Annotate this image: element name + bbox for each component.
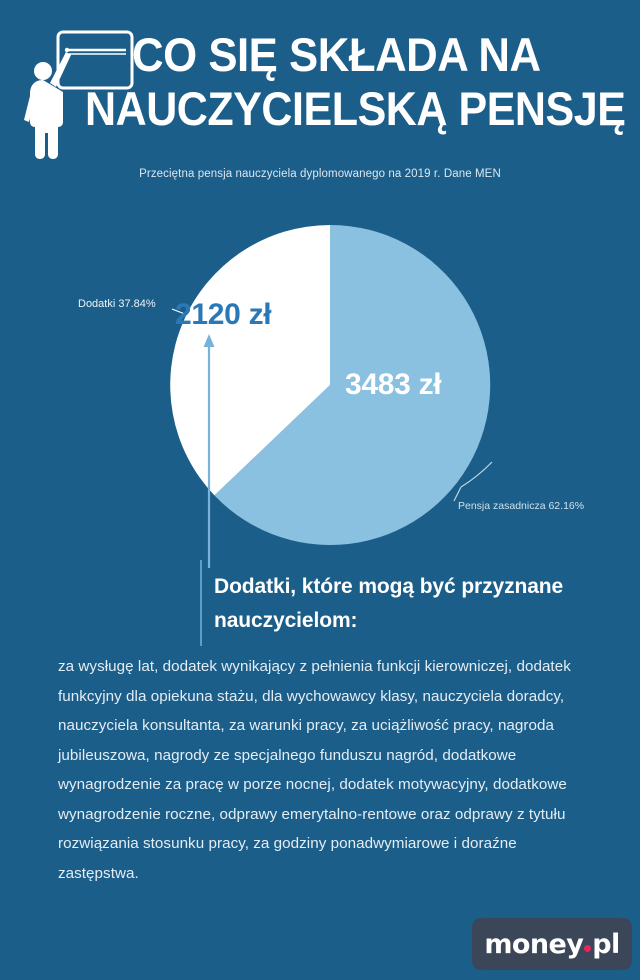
subtitle: Przeciętna pensja nauczyciela dyplomowanego na 2019 r. Dane MEN: [139, 168, 501, 180]
pie-value-dodatki: 2120 zł: [175, 298, 272, 331]
section-divider-rule: [200, 560, 202, 646]
logo-text: [484, 928, 620, 960]
header: [0, 0, 640, 200]
logo-dot-icon: [584, 945, 591, 952]
logo-name: money: [484, 928, 584, 960]
pie-callout-dodatki: Dodatki 37.84%: [78, 298, 156, 310]
logo-tld: pl: [592, 928, 620, 960]
body-paragraph: za wysługę lat, dodatek wynikający z pełnienia funkcji kierowniczej, dodatek funkcyjny dla opiekuna stażu, dla wychowawcy klasy, nauczyciela doradcy, nauczyciela konsultanta, za warunki pracy, za uciążliwość pracy, nagroda jubileuszowa, nagrody ze specjalnego funduszu nagród, dodatkowe wynagrodzenie za pracę w porze nocnej, dodatek motywacyjny, dodatkowe wynagrodzenie roczne, odprawy emerytalno-rentowe oraz odprawy z tytułu rozwiązania stosunku pracy, za godziny ponadwymiarowe i doraźne zastępstwa.: [58, 658, 571, 882]
title-line-1: CO SIĘ SKŁADA NA: [132, 28, 541, 81]
pie-chart: [0, 200, 640, 570]
pie-value-pensja: 3483 zł: [345, 368, 442, 401]
money-pl-logo[interactable]: [472, 918, 632, 970]
pie-callout-pensja: Pensja zasadnicza 62.16%: [458, 500, 585, 512]
title-line-2: NAUCZYCIELSKĄ PENSJĘ: [85, 82, 626, 135]
page-title: [85, 28, 632, 136]
pie-chart-svg: [0, 200, 640, 570]
section-heading: Dodatki, które mogą być przyznane nauczycielom:: [214, 575, 564, 632]
